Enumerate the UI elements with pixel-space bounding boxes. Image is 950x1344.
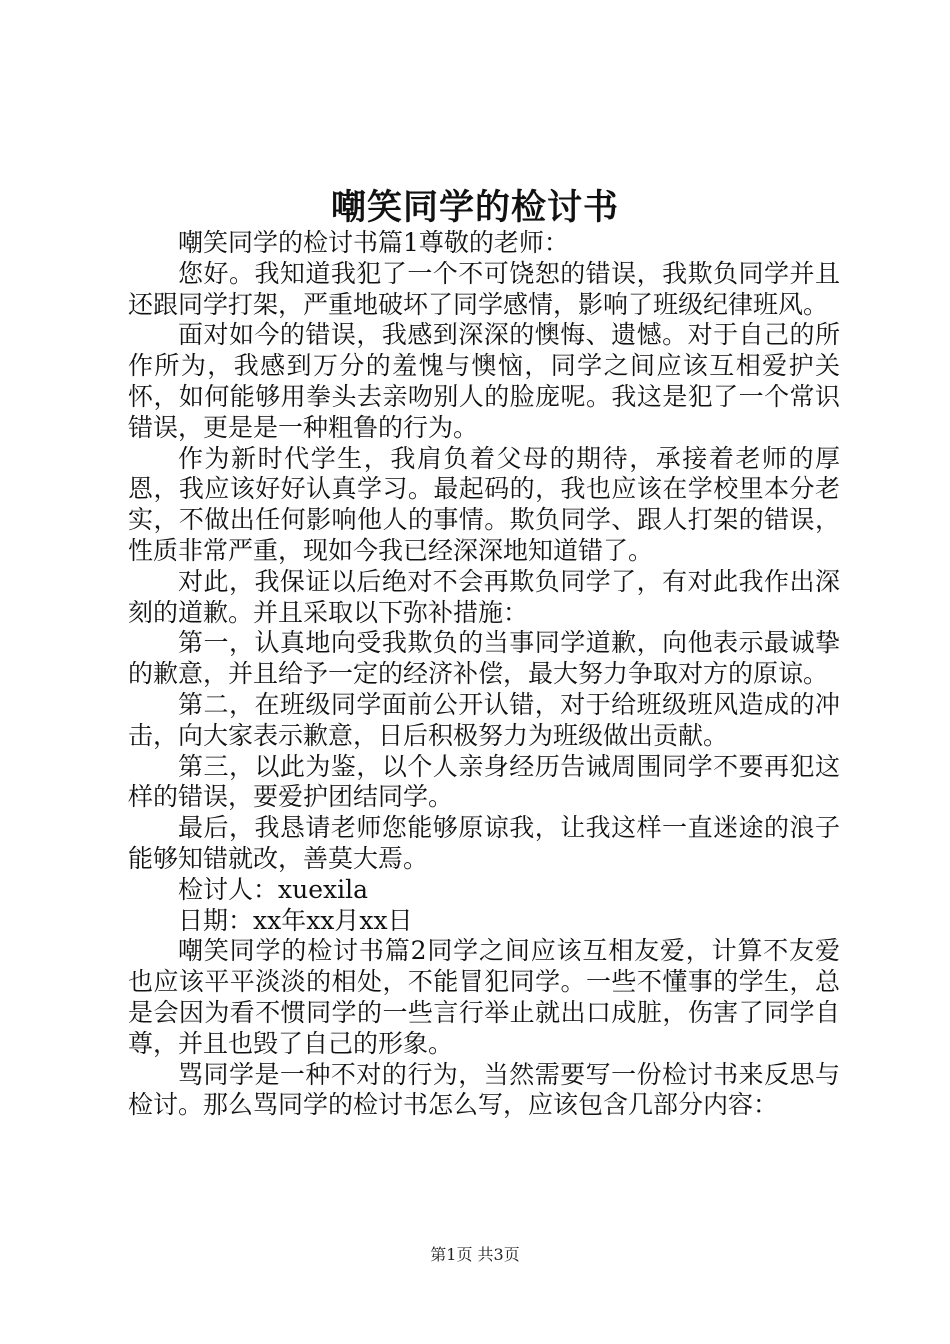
paragraph: 作为新时代学生，我肩负着父母的期待，承接着老师的厚恩，我应该好好认真学习。最起码的，我也应该在学校里本分老实，不做出任何影响他人的事情。欺负同学、跟人打架的错误，性质非常严重，现如今我已经深深地知道错了。	[128, 443, 840, 565]
paragraph: 第一，认真地向受我欺负的当事同学道歉，向他表示最诚挚的歉意，并且给予一定的经济补偿，最大努力争取对方的原谅。	[128, 628, 840, 689]
paragraph: 骂同学是一种不对的行为，当然需要写一份检讨书来反思与检讨。那么骂同学的检讨书怎么写，应该包含几部分内容：	[128, 1059, 840, 1120]
paragraph: 您好。我知道我犯了一个不可饶恕的错误，我欺负同学并且还跟同学打架，严重地破坏了同学感情，影响了班级纪律班风。	[128, 258, 840, 319]
page-number-footer: 第1页 共3页	[430, 1245, 520, 1264]
signature-line: 检讨人：xuexila	[178, 874, 368, 904]
paragraph: 嘲笑同学的检讨书篇1尊敬的老师：	[178, 228, 569, 257]
paragraph: 对此，我保证以后绝对不会再欺负同学了，有对此我作出深刻的道歉。并且采取以下弥补措施：	[128, 566, 840, 627]
paragraph: 第二，在班级同学面前公开认错，对于给班级班风造成的冲击，向大家表示歉意，日后积极努力为班级做出贡献。	[128, 689, 840, 750]
document-title: 嘲笑同学的检讨书	[330, 187, 619, 228]
document-body	[128, 228, 840, 1121]
paragraph: 最后，我恳请老师您能够原谅我，让我这样一直迷途的浪子能够知错就改，善莫大焉。	[128, 813, 840, 873]
paragraph: 嘲笑同学的检讨书篇2同学之间应该互相友爱，计算不友爱也应该平平淡淡的相处，不能冒犯同学。一些不懂事的学生，总是会因为看不惯同学的一些言行举止就出口成脏，伤害了同学自尊，并且也毁了自己的形象。	[128, 936, 840, 1058]
paragraph: 面对如今的错误，我感到深深的懊悔、遗憾。对于自己的所作所为，我感到万分的羞愧与懊恼，同学之间应该互相爱护关怀，如何能够用拳头去亲吻别人的脸庞呢。我这是犯了一个常识错误，更是是一种粗鲁的行为。	[128, 320, 840, 442]
date-line: 日期：xx年xx月xx日	[178, 905, 413, 935]
paragraph: 第三，以此为鉴，以个人亲身经历告诫周围同学不要再犯这样的错误，要爱护团结同学。	[128, 751, 840, 812]
